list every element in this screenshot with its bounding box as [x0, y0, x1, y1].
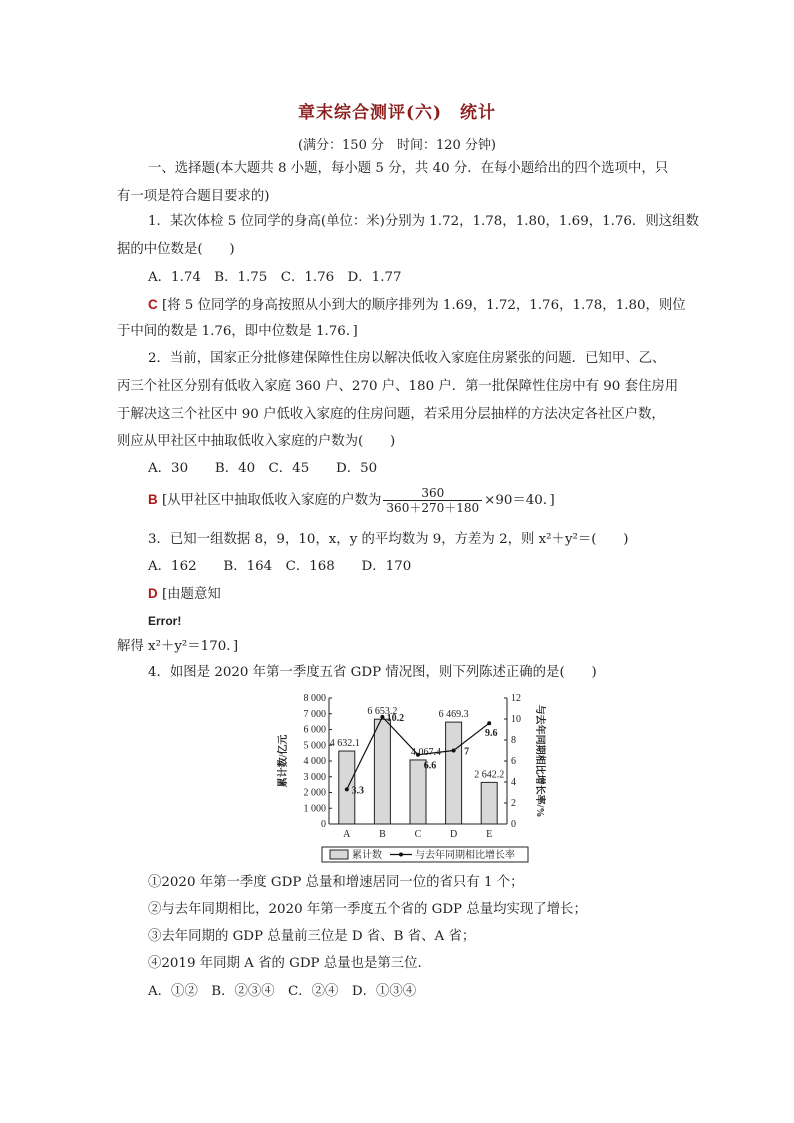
- legend-bar-swatch: [330, 850, 348, 859]
- y-tick-label: 1 000: [303, 803, 326, 815]
- line-data-label: 7: [464, 746, 470, 758]
- q2-stem: 2．当前，国家正分批修建保障性住房以解决低收入家庭住房紧张的问题．已知甲、乙、: [148, 351, 666, 366]
- y-tick-label: 5 000: [303, 740, 326, 752]
- section-heading-cont: 有一项是符合题目要求的): [117, 189, 270, 204]
- bar: [374, 719, 390, 824]
- q3-answer: D: [148, 586, 158, 601]
- x-tick-label: D: [449, 829, 458, 840]
- bar-data-label: 4 067.4: [411, 746, 441, 758]
- y-tick-label: 3 000: [303, 771, 326, 783]
- y-tick-label: 8 000: [303, 693, 326, 704]
- x-tick-label: C: [414, 829, 422, 840]
- legend-bar-label: 累计数: [352, 850, 382, 861]
- q2-answer: B: [148, 492, 158, 507]
- line-data-label: 3.3: [351, 785, 365, 797]
- growth-point: [345, 787, 349, 791]
- y-tick-label: 2 000: [303, 787, 326, 799]
- q1-stem: 1．某次体检 5 位同学的身高(单位：米)分别为 1.72，1.78，1.80，1.69，1.76．则这组数: [148, 214, 699, 229]
- x-tick-label: E: [486, 829, 493, 840]
- q2-explanation: [148, 487, 555, 514]
- q2-stem-3: 于解决这三个社区中 90 户低收入家庭的住房问题，若采用分层抽样的方法决定各社区户数，: [117, 407, 665, 422]
- legend-line-label: 与去年同期相比增长率: [415, 850, 515, 861]
- x-tick-label: A: [343, 829, 351, 840]
- q4-statement-3: ③去年同期的 GDP 总量前三位是 D 省、B 省、A 省；: [148, 929, 476, 944]
- fraction-denominator: 360＋270＋180: [386, 501, 480, 515]
- q4-options: A．①② B．②③④ C．②④ D．①③④: [148, 984, 417, 999]
- q4-statement-4: ④2019 年同期 A 省的 GDP 总量也是第三位．: [148, 956, 431, 971]
- q1-answer: C: [148, 297, 158, 312]
- y2-tick-label: 12: [511, 693, 521, 704]
- q4-statement-1: ①2020 年第一季度 GDP 总量和增速居同一位的省只有 1 个；: [148, 875, 524, 890]
- legend-line-marker: [399, 853, 403, 857]
- q1-exp-text: [将 5 位同学的身高按照从小到大的顺序排列为 1.69，1.72，1.76，1.78，1.80，则位: [161, 298, 686, 313]
- y-tick-label: 6 000: [303, 724, 326, 736]
- q4-stem: 4．如图是 2020 年第一季度五省 GDP 情况图，则下列陈述正确的是( ): [148, 665, 597, 680]
- q3-explanation: [148, 587, 221, 601]
- y2-tick-label: 6: [511, 756, 516, 767]
- section-heading: 一、选择题(本大题共 8 小题，每小题 5 分，共 40 分．在每小题给出的四个选项中，只: [148, 161, 669, 176]
- q1-options: A．1.74 B．1.75 C．1.76 D．1.77: [148, 270, 402, 285]
- y2-tick-label: 0: [511, 819, 516, 830]
- bar-data-label: 2 642.2: [474, 769, 505, 781]
- y2-tick-label: 10: [511, 714, 521, 725]
- q3-options: A．162 B．164 C．168 D．170: [148, 559, 412, 574]
- page-title: 章末综合测评(六) 统计: [297, 103, 497, 123]
- y2-axis-title: 与去年同期相比增长率/%: [534, 704, 545, 818]
- y2-tick-label: 8: [511, 735, 516, 746]
- q2-exp-result: ×90＝40．]: [484, 493, 555, 508]
- bar: [446, 722, 462, 824]
- line-data-label: 6.6: [423, 760, 437, 772]
- q4-statement-2: ②与去年同期相比，2020 年第一季度五个省的 GDP 总量均实现了增长；: [148, 902, 587, 917]
- bar-data-label: 6 469.3: [438, 709, 469, 721]
- q1-stem-cont: 据的中位数是( ): [117, 242, 235, 257]
- fraction: [383, 487, 482, 514]
- q3-explanation-cont: 解得 x²＋y²＝170．]: [117, 639, 239, 654]
- q2-stem-4: 则应从甲社区中抽取低收入家庭的户数为( ): [117, 434, 396, 449]
- y-tick-label: 7 000: [303, 708, 326, 720]
- q3-exp-text: [由题意知: [161, 587, 221, 602]
- q1-explanation: [148, 298, 686, 312]
- y-tick-label: 4 000: [303, 756, 326, 767]
- gdp-chart: [262, 688, 552, 864]
- q1-explanation-cont: 于中间的数是 1.76，即中位数是 1.76．]: [117, 324, 358, 339]
- y2-tick-label: 2: [511, 798, 516, 809]
- error-text: Error!: [148, 614, 182, 628]
- exam-info: (满分：150 分 时间：120 分钟): [297, 138, 497, 153]
- x-tick-label: B: [379, 829, 386, 840]
- q3-stem: 3．已知一组数据 8，9，10，x，y 的平均数为 9，方差为 2，则 x²＋y²＝( ): [148, 532, 629, 547]
- bar: [481, 782, 497, 824]
- bar-data-label: 4 632.1: [329, 738, 360, 750]
- y2-tick-label: 4: [511, 777, 516, 788]
- bar-data-label: 6 653.2: [367, 706, 398, 718]
- q2-stem-2: 丙三个社区分别有低收入家庭 360 户、270 户、180 户．第一批保障性住房中有 90 套住房用: [117, 379, 679, 394]
- line-data-label: 9.6: [484, 728, 498, 740]
- y-tick-label: 0: [321, 819, 326, 830]
- line-data-label: 10.2: [386, 712, 405, 724]
- q2-options: A．30 B．40 C．45 D．50: [148, 461, 378, 476]
- y-axis-title: 累计数/亿元: [278, 734, 289, 788]
- growth-point: [487, 721, 491, 725]
- q2-exp-text: [从甲社区中抽取低收入家庭的户数为: [161, 493, 382, 508]
- growth-point: [452, 749, 456, 753]
- fraction-numerator: 360: [383, 487, 482, 501]
